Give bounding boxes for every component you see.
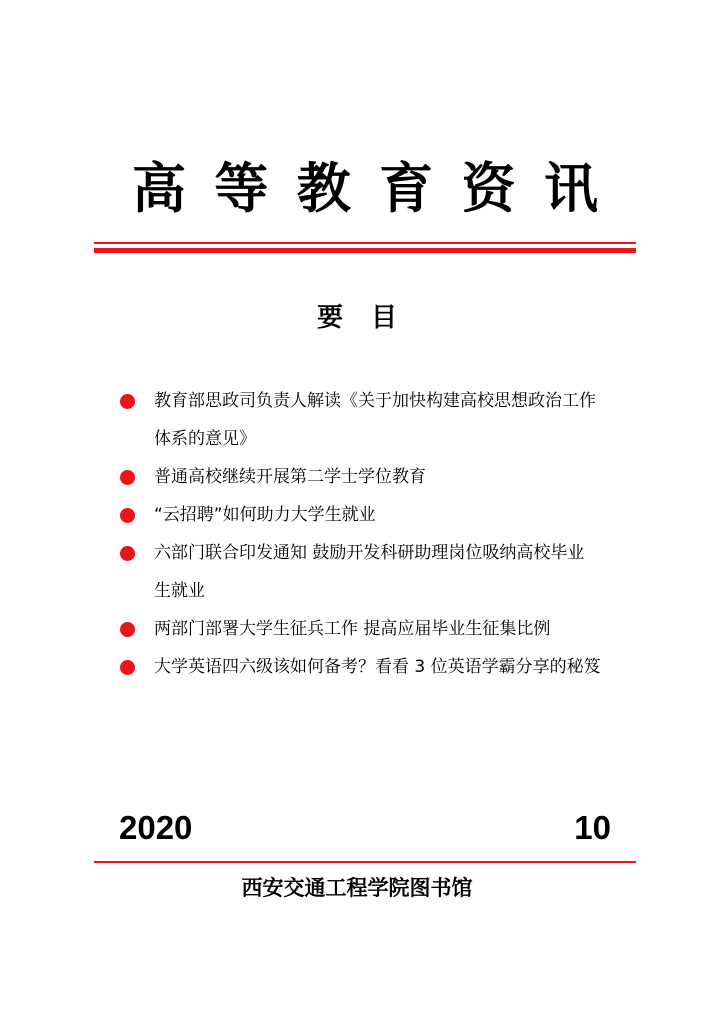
- list-item-text-line1: “云招聘”如何助力大学生就业: [154, 505, 376, 525]
- issue-number: 10: [574, 809, 611, 846]
- list-item-text-line1: 两部门部署大学生征兵工作 提高应届毕业生征集比例: [154, 619, 551, 639]
- list-item-text-line1: 教育部思政司负责人解读《关于加快构建高校思想政治工作: [154, 391, 596, 411]
- title-char: 高: [132, 156, 186, 220]
- masthead-rule-thin: [94, 242, 636, 244]
- list-item[interactable]: [118, 648, 638, 686]
- masthead-title: [94, 148, 636, 228]
- bullet-dot-icon: [120, 622, 135, 637]
- table-of-contents: [118, 382, 638, 686]
- issue-year: 2020: [119, 809, 193, 846]
- publisher-name: 西安交通工程学院图书馆: [241, 876, 473, 900]
- contents-heading: 要目: [316, 303, 425, 333]
- list-item-text-line1: 大学英语四六级该如何备考？看看 3 位英语学霸分享的秘笈: [154, 657, 601, 677]
- title-char: 教: [296, 156, 351, 220]
- masthead-rule-thick: [94, 248, 636, 253]
- title-char: 讯: [543, 156, 598, 220]
- bullet-dot-icon: [120, 394, 135, 409]
- list-item[interactable]: [118, 610, 638, 648]
- list-item-text-line1: 六部门联合印发通知 鼓励开发科研助理岗位吸纳高校毕业: [154, 543, 585, 563]
- title-char: 育: [379, 156, 434, 220]
- bullet-dot-icon: [120, 470, 135, 485]
- bullet-dot-icon: [120, 660, 135, 675]
- list-item[interactable]: [118, 382, 638, 458]
- footer-rule: [94, 861, 636, 863]
- bullet-dot-icon: [120, 546, 135, 561]
- list-item[interactable]: [118, 496, 638, 534]
- bullet-dot-icon: [120, 508, 135, 523]
- list-item-text-line2: 体系的意见》: [154, 429, 256, 449]
- title-char: 资: [461, 156, 516, 220]
- list-item[interactable]: [118, 534, 638, 610]
- list-item[interactable]: [118, 458, 638, 496]
- list-item-text-line2: 生就业: [154, 581, 205, 601]
- title-char: 等: [214, 156, 269, 220]
- list-item-text-line1: 普通高校继续开展第二学士学位教育: [154, 467, 426, 487]
